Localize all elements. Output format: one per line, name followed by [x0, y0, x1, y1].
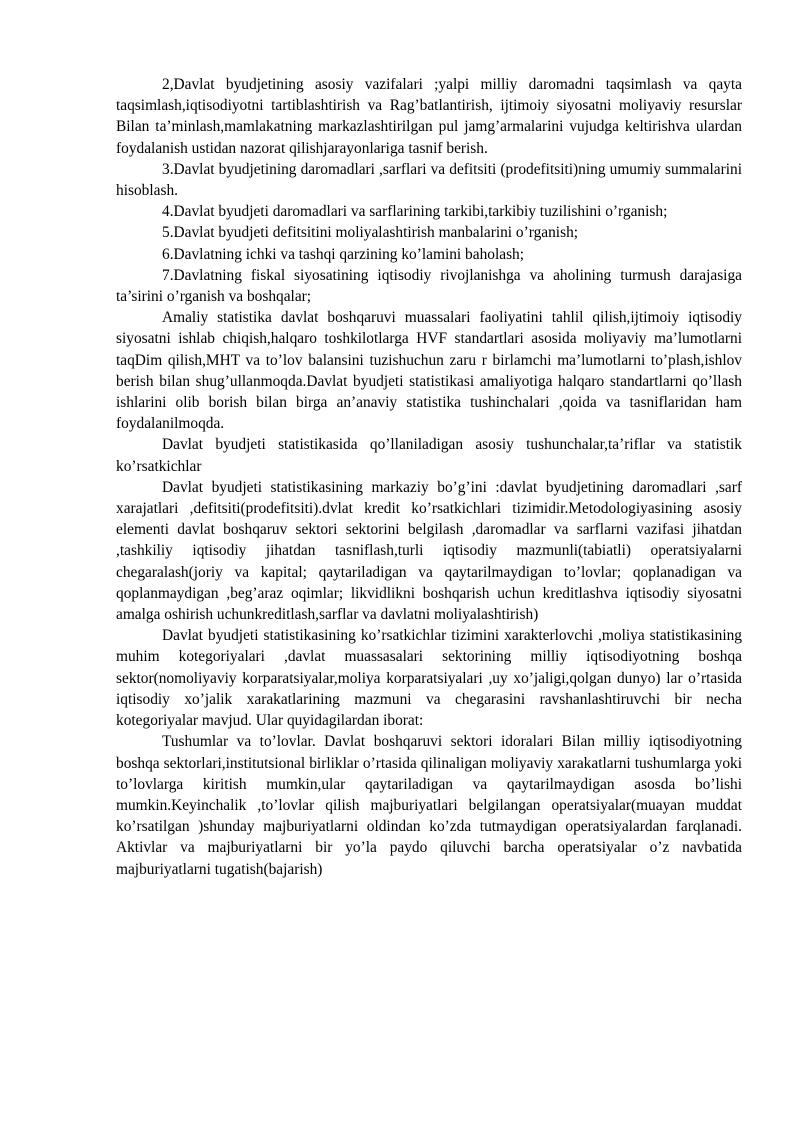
paragraph-deficit-financing: 5.Davlat byudjeti defitsitini moliyalashtirish manbalarini o’rganish; — [162, 224, 579, 242]
paragraph-applied-statistics: Amaliy statistika davlat boshqaruvi muassalari faoliyatini tahlil qilish,ijtimoiy iqtisodiy siyosatni ishlab chiqish,halqaro toshkilotlarga HVF standartlari asosida moliyaviy ma’lumotlarni taqDim qilish,MHT va to’lov balansini tuzishuchun zaru r birlamchi ma’lumotlarni to’plash,ishlov berish bilan shug’ullanmoqda.Davlat byudjeti statistikasi amaliyotiga halqaro standartlarni qo’llash ishlarini olib borish bilan birga an’anaviy statistika tushinchalari ,qoida va tasniflaridan ham foydalanilmoqda. — [116, 309, 742, 433]
paragraph-budget-tasks: 2,Davlat byudjetining asosiy vazifalari ;yalpi milliy daromadni taqsimlash va qayta taqsimlash,iqtisodiyotni tartiblashtirish va Rag’batlantirish, ijtimoiy siyosatni moliyaviy resurslar Bilan ta’minlash,mamlakatning markazlashtirilgan pul jamg’armalarini vujudga keltirishva ulardan foydalanish ustidan nazorat qilishjarayonlariga tasnif berish. — [116, 76, 742, 157]
paragraph-structure: 4.Davlat byudjeti daromadlari va sarflarining tarkibi,tarkibiy tuzilishini o’rganish; — [162, 203, 668, 221]
paragraph-revenue-totals: 3.Davlat byudjetining daromadlari ,sarflari va defitsiti (prodefitsiti)ning umumiy summalarini hisoblash. — [116, 160, 742, 200]
paragraph-receipts-payments: Tushumlar va to’lovlar. Davlat boshqaruvi sektori idoralari Bilan milliy iqtisodiyotning boshqa sektorlari,institutsional birliklar o’rtasida qilinaligan moliyaviy xarakatlarni tushumlarga yoki to’lovlarga kiritish mumkin,ular qaytariladigan va qaytarilmaydigan asosda bo’lishi mumkin.Keyinchalik ,to’lovlar qilish majburiyatlari belgilangan operatsiyalar(muayan muddat ko’rsatilgan )shunday majburiyatlarni oldindan ko’zda tutmaydigan operatsiyalardan farqlanadi. Aktivlar va majburiyatlarni bir yo’la paydo qiluvchi barcha operatsiyalar o’z navbatida majburiyatlarni tugatish(bajarish) — [116, 733, 742, 878]
paragraph-debt-assessment: 6.Davlatning ichki va tashqi qarzining ko’lamini baholash; — [162, 245, 525, 263]
paragraph-central-link: Davlat byudjeti statistikasining markaziy bo’g’ini :davlat byudjetining daromadlari ,sarf xarajatlari ,defitsiti(prodefitsiti).dvlat kredit ko’rsatkichlari tizimidir.Metodologiyasining asosiy elementi davlat boshqaruv sektori sektorini belgilash ,daromadlar va sarflarni vazifasi jihatdan ,tashkiliy iqtisodiy jihatdan tasniflash,turli iqtisodiy mazmunli(tabiatli) operatsiyalarni chegaralash(joriy va kapital; qaytariladigan va qaytarilmaydigan to’lovlar; qoplanadigan va qoplanmaydigan ,beg’araz oqimlar; likvidlikni boshqarish uchun kreditlashva iqtisodiy siyosatni amalga oshirish uchunkreditlash,sarflar va davlatni moliyalashtirish) — [116, 478, 742, 624]
paragraph-categories: Davlat byudjeti statistikasining ko’rsatkichlar tizimini xarakterlovchi ,moliya statistikasining muhim kotegoriyalari ,davlat muassasalari sektorining milliy iqtisodiyotning boshqa sektor(nomoliyaviy korparatsiyalar,moliya korparatsiyalari ,uy xo’jaligi,qolgan dunyo) lar o’rtasida iqtisodiy xo’jalik xarakatlarining mazmuni va chegarasini ravshanlashtiruvchi bir necha kotegoriyalar mavjud. Ular quyidagilardan iborat: — [116, 627, 742, 730]
paragraph-section-heading: Davlat byudjeti statistikasida qo’llaniladigan asosiy tushunchalar,ta’riflar va statistik ko’rsatkichlar — [116, 436, 742, 475]
document-page — [116, 74, 742, 880]
paragraph-fiscal-policy: 7.Davlatning fiskal siyosatining iqtisodiy rivojlanishga va aholining turmush darajasiga ta’sirini o’rganish va boshqalar; — [116, 266, 742, 306]
